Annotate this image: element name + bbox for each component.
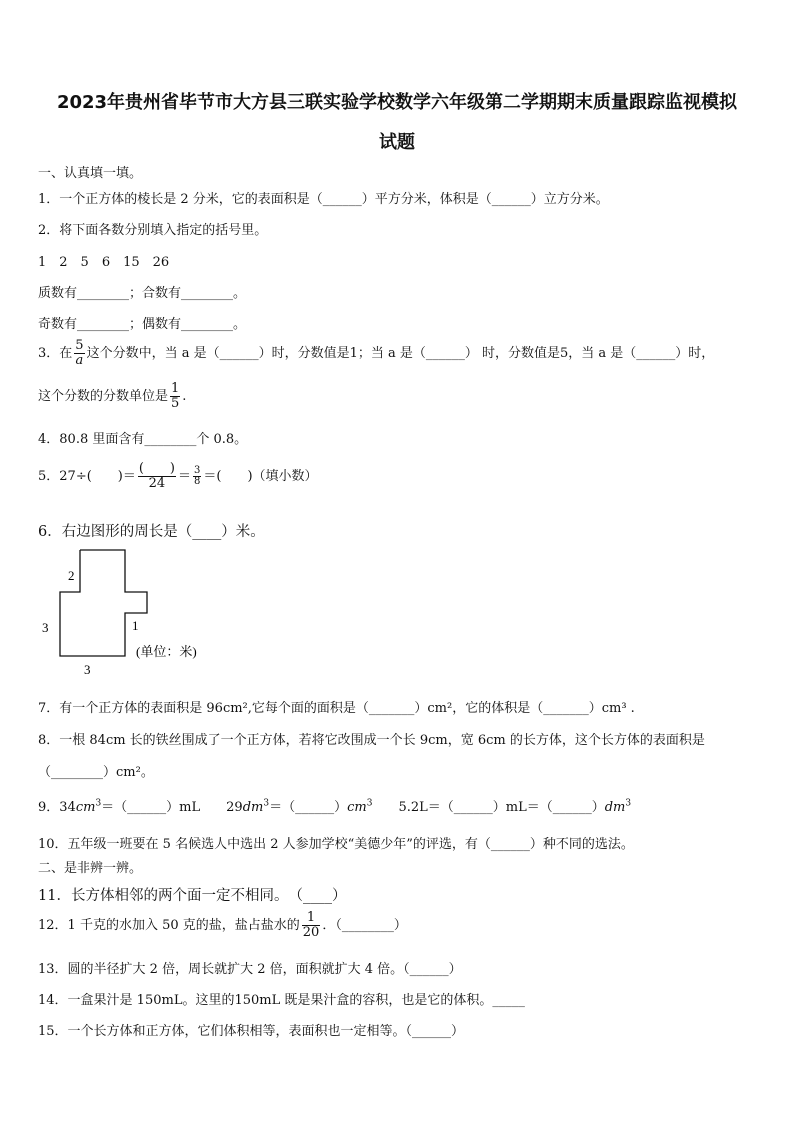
figure-label-right: 1 — [132, 618, 139, 633]
figure-outline — [60, 550, 147, 656]
question-15: 15．一个长方体和正方体，它们体积相等，表面积也一定相等。（______） — [38, 1024, 465, 1039]
q5-text-c: ＝( )（填小数） — [203, 469, 318, 484]
q9-exponent-2: 3 — [263, 798, 270, 809]
q12-fraction-denominator: 20 — [302, 925, 320, 940]
q9-unit-cm-2: cm — [347, 800, 367, 815]
question-12 — [38, 911, 407, 940]
question-2: 2．将下面各数分别填入指定的括号里。 — [38, 223, 268, 238]
section-heading-judge: 二、是非辨一辨。 — [38, 861, 143, 876]
q12-fraction-numerator: 1 — [306, 910, 316, 925]
q5-fraction-numerator: ( ) — [138, 461, 176, 476]
figure-unit-label: (单位：米) — [136, 644, 197, 659]
question-3-continued — [38, 382, 186, 411]
q5-fraction-three-eighths — [193, 466, 201, 487]
question-8: 8．一根 84cm 长的铁丝围成了一个正方体，若将它改围成一个长 9cm，宽 6cm 的长方体，这个长方体的表面积是 — [38, 733, 705, 748]
question-4: 4．80.8 里面含有________个 0.8。 — [38, 432, 248, 447]
page-title-continued: 试题 — [379, 132, 415, 153]
q3-text-b: 这个分数中，当 a 是（______）时，分数值是1；当 a 是（______） 时，分数值是5，当 a 是（______）时， — [86, 346, 715, 361]
q9-text-b: ＝（______）mL 29 — [101, 800, 243, 815]
q9-text-a: 9．34 — [38, 800, 76, 815]
question-2-odd-even: 奇数有________；偶数有________。 — [38, 317, 247, 332]
question-3 — [38, 339, 714, 368]
figure-label-bottom: 3 — [84, 662, 91, 677]
q5-text-b: ＝ — [178, 469, 192, 484]
question-2-numbers: 1 2 5 6 15 26 — [38, 255, 170, 270]
q9-unit-cm: cm — [75, 800, 96, 815]
q9-exponent-4: 3 — [625, 798, 632, 809]
q9-text-d: 5.2L＝（______）mL＝（______） — [372, 800, 605, 815]
q3-fraction2-denominator: 5 — [171, 396, 180, 411]
q9-exponent: 3 — [95, 798, 102, 809]
question-5 — [38, 462, 318, 491]
question-7: 7．有一个正方体的表面积是 96cm²,它每个面的面积是（_______）cm²，它的体积是（_______）cm³ . — [38, 701, 635, 716]
q3-fraction-numerator: 5 — [75, 338, 84, 353]
figure-label-top: 2 — [68, 568, 75, 583]
q5-fraction — [138, 462, 176, 491]
q12-fraction — [302, 911, 321, 940]
q5-fraction-denominator: 24 — [148, 476, 166, 491]
q3-fraction — [74, 339, 84, 368]
q5-text-a: 5．27÷( )＝ — [38, 469, 136, 484]
q5-fraction2-numerator: 3 — [194, 465, 201, 476]
question-9 — [38, 796, 631, 815]
section-heading-fill: 一、认真填一填。 — [38, 166, 143, 181]
question-8-continued: （________）cm²。 — [38, 765, 154, 780]
question-11: 11．长方体相邻的两个面一定不相同。 （____） — [38, 888, 347, 904]
figure-label-left: 3 — [42, 620, 49, 635]
question-13: 13．圆的半径扩大 2 倍，周长就扩大 2 倍，面积就扩大 4 倍。（______） — [38, 962, 462, 977]
question-1: 1．一个正方体的棱长是 2 分米，它的表面积是（______）平方分米，体积是（______）立方分米。 — [38, 192, 609, 207]
q9-unit-dm-2: dm — [604, 800, 626, 815]
q3-text-d: . — [182, 389, 187, 404]
q3-fraction-unit — [170, 382, 180, 411]
q9-unit-dm: dm — [242, 800, 264, 815]
q3-text-a: 3．在 — [38, 346, 73, 361]
question-14: 14．一盒果汁是 150mL。这里的150mL 既是果汁盒的容积，也是它的体积。_____ — [38, 993, 525, 1008]
q5-fraction2-denominator: 8 — [194, 476, 201, 487]
perimeter-figure — [38, 548, 228, 678]
q12-text-a: 12．1 千克的水加入 50 克的盐，盐占盐水的 — [38, 918, 300, 933]
q12-text-b: ．（________） — [322, 918, 407, 933]
question-6: 6．右边图形的周长是（____）米。 — [38, 524, 265, 540]
q9-text-c: ＝（______） — [269, 800, 348, 815]
question-10: 10．五年级一班要在 5 名候选人中选出 2 人参加学校“美德少年”的评选，有（______）种不同的选法。 — [38, 837, 634, 852]
question-2-prime-composite: 质数有________；合数有________。 — [38, 286, 247, 301]
q3-fraction-denominator: a — [75, 353, 84, 368]
q3-fraction2-numerator: 1 — [171, 381, 180, 396]
page-title: 2023年贵州省毕节市大方县三联实验学校数学六年级第二学期期末质量跟踪监视模拟 — [56, 92, 738, 113]
q3-text-c: 这个分数的分数单位是 — [38, 389, 169, 404]
q9-exponent-3: 3 — [366, 798, 373, 809]
